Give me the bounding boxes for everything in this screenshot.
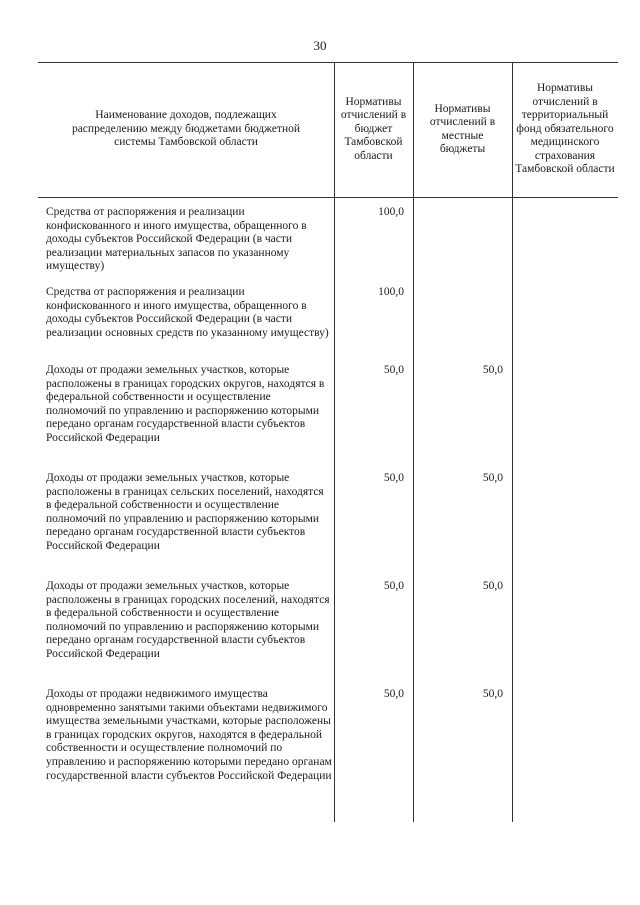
row-local-value: 50,0 [482, 580, 503, 592]
row-name: Доходы от продажи недвижимого имущества одновременно занятыми такими объектами недвижимого имущества земельными участками, которые расположены в границах городских округов, находятся в федеральной собственности и осуществление полномочий по управлению и распоряжению которыми передано органам государственной власти субъектов Российской Федерации [46, 688, 332, 782]
row-regional-value: 100,0 [378, 286, 404, 298]
row-regional-value: 50,0 [383, 580, 404, 592]
row-name: Доходы от продажи земельных участков, которые расположены в границах городских поселений, находятся в федеральной собственности и осуществление полномочий по управлению и распоряжению которыми передано органам государственной власти субъектов Российской Федерации [46, 580, 330, 660]
row-regional-value: 50,0 [383, 688, 404, 700]
row-regional-value: 50,0 [383, 364, 404, 376]
header-col-local-text: Нормативы отчислений в местные бюджеты [429, 102, 496, 155]
row-regional-value: 100,0 [378, 206, 404, 218]
header-col-regional [334, 62, 413, 197]
row-regional-value: 50,0 [383, 472, 404, 484]
header-col-tfoms [512, 62, 618, 197]
page-number: 30 [313, 38, 327, 53]
header-col-regional-text: Нормативы отчислений в бюджет Тамбовской области [340, 95, 407, 162]
row-local-value: 50,0 [482, 688, 503, 700]
row-local-value: 50,0 [482, 364, 503, 376]
header-bottom-border [38, 197, 618, 198]
header-col-local [413, 62, 512, 197]
row-local-value: 50,0 [482, 472, 503, 484]
row-name: Средства от распоряжения и реализации конфискованного и иного имущества, обращенного в доходы субъектов Российской Федерации (в части реализации основных средств по указанному имуществу) [46, 286, 329, 339]
header-col-name-text: Наименование доходов, подлежащих распределению между бюджетами бюджетной системы Тамбовской области [71, 109, 301, 149]
revenue-distribution-table [38, 62, 618, 822]
row-name: Доходы от продажи земельных участков, которые расположены в границах сельских поселений, находятся в федеральной собственности и осуществление полномочий по управлению и распоряжению которыми передано органам государственной власти субъектов Российской Федерации [46, 472, 324, 552]
header-col-name [38, 62, 334, 197]
row-name: Доходы от продажи земельных участков, которые расположены в границах городских округов, находятся в федеральной собственности и осуществление полномочий по управлению и распоряжению которыми передано органам государственной власти субъектов Российской Федерации [46, 364, 325, 444]
row-name: Средства от распоряжения и реализации конфискованного и иного имущества, обращенного в доходы субъектов Российской Федерации (в части реализации материальных запасов по указанному имуществу) [46, 206, 307, 273]
header-col-tfoms-text: Нормативы отчислений в территориальный фонд обязательного медицинского страхования Тамбовской области [515, 82, 615, 176]
